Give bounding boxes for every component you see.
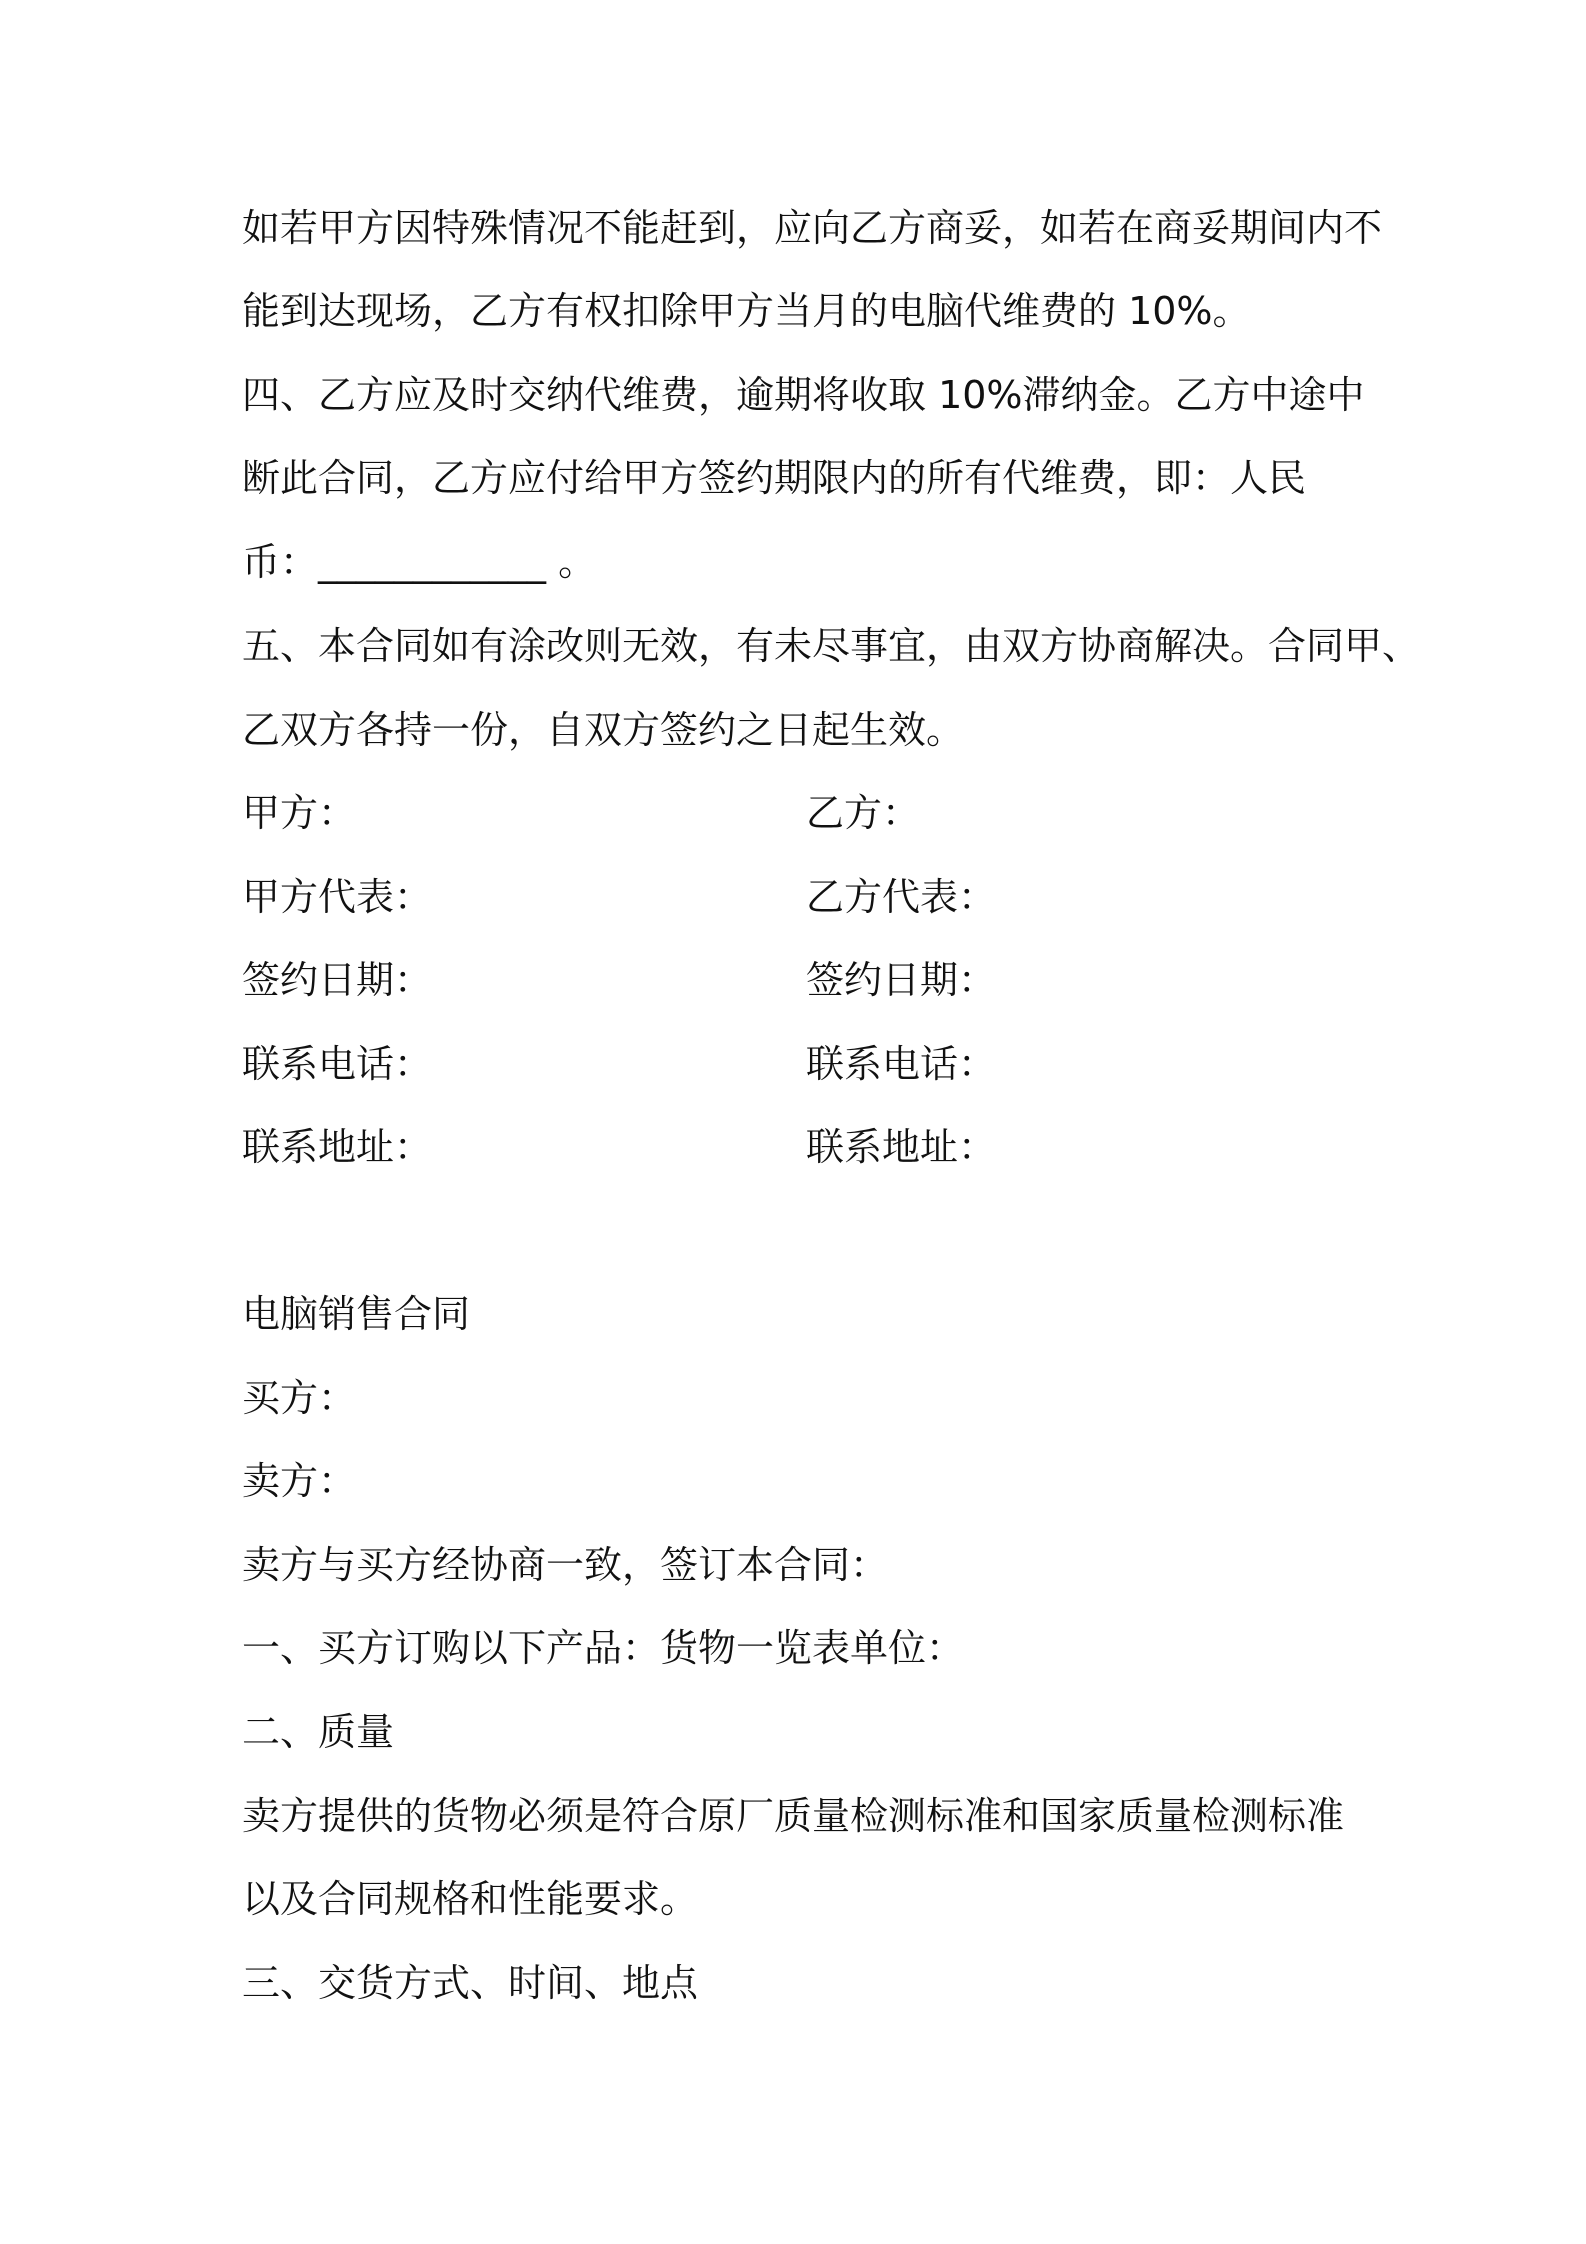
clause-one-line: 一、买方订购以下产品：货物一览表单位： — [242, 1626, 965, 1670]
contract-title: 电脑销售合同 — [242, 1292, 471, 1336]
paragraph-line: 能到达现场，乙方有权扣除甲方当月的电脑代维费的 10%。 — [242, 289, 1251, 333]
party-a-address-label: 联系地址： — [242, 1125, 433, 1169]
paragraph-line: 如若甲方因特殊情况不能赶到，应向乙方商妥，如若在商妥期间内不 — [242, 206, 1383, 250]
party-b-phone-label: 联系电话： — [806, 1042, 997, 1086]
seller-label: 卖方： — [242, 1459, 357, 1503]
party-b-label: 乙方： — [806, 791, 921, 835]
clause-two-heading: 二、质量 — [242, 1710, 395, 1754]
party-a-sign-date-label: 签约日期： — [242, 958, 433, 1002]
party-b-sign-date-label: 签约日期： — [806, 958, 997, 1002]
quality-text-line: 以及合同规格和性能要求。 — [242, 1877, 699, 1921]
paragraph-line: 乙双方各持一份，自双方签约之日起生效。 — [242, 708, 965, 752]
party-a-representative-label: 甲方代表： — [242, 875, 433, 919]
agreement-line: 卖方与买方经协商一致，签订本合同： — [242, 1543, 889, 1587]
party-a-phone-label: 联系电话： — [242, 1042, 433, 1086]
party-a-label: 甲方： — [242, 791, 357, 835]
quality-text-line: 卖方提供的货物必须是符合原厂质量检测标准和国家质量检测标准 — [242, 1794, 1345, 1838]
clause-three-heading: 三、交货方式、时间、地点 — [242, 1961, 699, 2005]
amount-blank-line: 币：____________ 。 — [242, 540, 597, 584]
party-b-address-label: 联系地址： — [806, 1125, 997, 1169]
party-b-representative-label: 乙方代表： — [806, 875, 997, 919]
clause-four-line: 四、乙方应及时交纳代维费，逾期将收取 10%滞纳金。乙方中途中 — [242, 373, 1365, 417]
clause-five-line: 五、本合同如有涂改则无效，有未尽事宜，由双方协商解决。合同甲、 — [242, 624, 1421, 668]
buyer-label: 买方： — [242, 1376, 357, 1420]
paragraph-line: 断此合同，乙方应付给甲方签约期限内的所有代维费，即：人民 — [242, 456, 1307, 500]
